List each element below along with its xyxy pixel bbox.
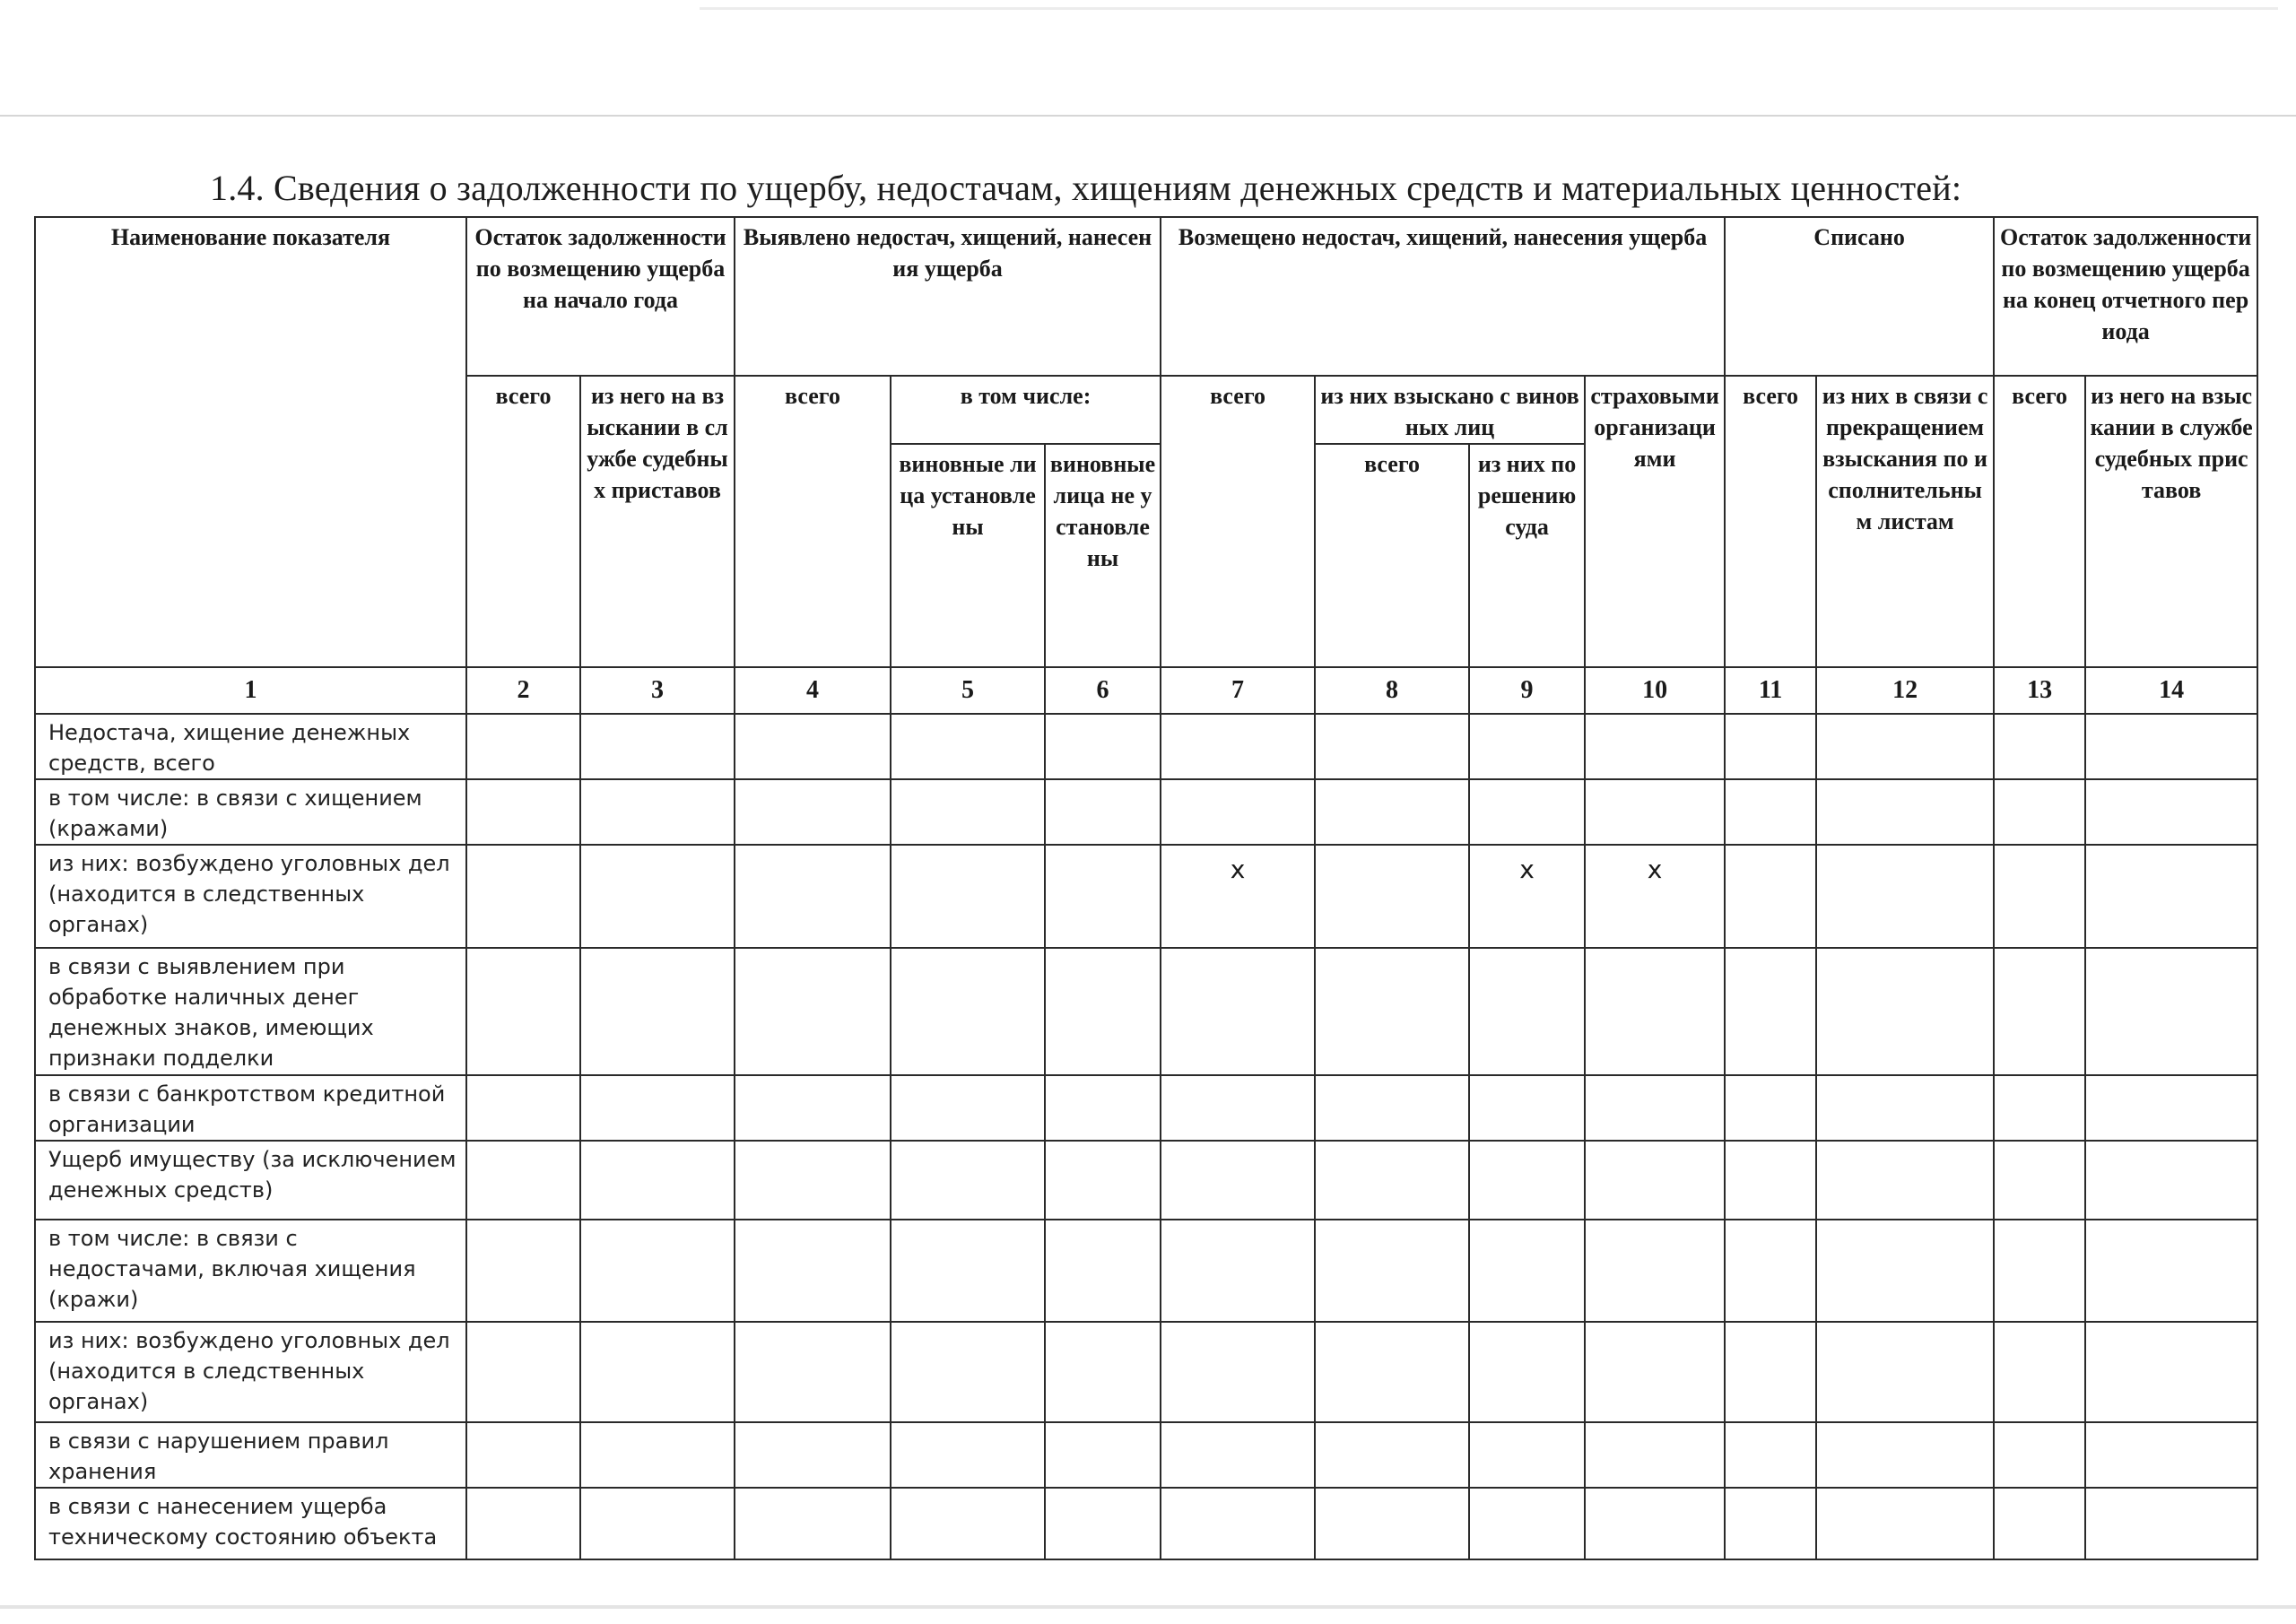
table-row [35,845,2257,948]
table-cell [1816,779,1994,845]
table-cell [1585,1488,1725,1559]
column-number: 6 [1045,667,1161,714]
scan-edge-top-faint [700,7,2278,10]
table-cell [1469,1075,1585,1141]
row-label: в связи с банкротством кредитной организации [35,1075,466,1141]
table-cell [1045,1220,1161,1322]
table-cell [1585,1220,1725,1322]
table-cell [1315,714,1469,779]
header-indicator-name: Наименование показателя [35,217,466,667]
table-cell [1315,1141,1469,1220]
column-number: 12 [1816,667,1994,714]
table-cell [1045,1075,1161,1141]
table-cell [2085,1488,2257,1559]
table-cell [1045,714,1161,779]
table-cell [891,1422,1045,1488]
header-by-court: из них по решению суда [1469,444,1585,667]
header-balance-end: Остаток задолженности по возмещению ущерба на конец отчетного периода [1994,217,2257,376]
table-cell [1469,1488,1585,1559]
table-cell [1161,1322,1315,1422]
header-repaid-total: всего [1161,376,1315,667]
table-cell [1045,1422,1161,1488]
row-label: Ущерб имуществу (за исключением денежных средств) [35,1141,466,1220]
table-cell [1585,1322,1725,1422]
table-cell [735,948,891,1075]
table-cell [1585,948,1725,1075]
column-number: 5 [891,667,1045,714]
table-cell [1725,1075,1816,1141]
table-cell [466,845,580,948]
table-cell [1161,1075,1315,1141]
column-number: 9 [1469,667,1585,714]
table-cell [891,714,1045,779]
table-cell [466,1141,580,1220]
table-cell-x-mark: x [1161,845,1315,948]
table-cell [2085,779,2257,845]
table-cell [1816,1220,1994,1322]
table-cell [2085,1422,2257,1488]
table-cell [580,1220,735,1322]
table-cell [1994,1422,2085,1488]
header-balance-start: Остаток задолженности по возмещению ущерба на начало года [466,217,735,376]
column-number-row [35,667,2257,714]
table-cell [1161,1141,1315,1220]
table-cell [1469,714,1585,779]
table-cell [1045,948,1161,1075]
table-cell [891,1322,1045,1422]
header-guilty-unknown: виновные лица не установлены [1045,444,1161,667]
header-start-bailiffs: из него на взыскании в службе судебных приставов [580,376,735,667]
table-cell [1725,1422,1816,1488]
table-cell [1816,948,1994,1075]
table-cell [891,1488,1045,1559]
table-cell [1994,714,2085,779]
table-cell [1469,1322,1585,1422]
column-number: 2 [466,667,580,714]
column-number: 13 [1994,667,2085,714]
table-cell [1816,1141,1994,1220]
table-cell [735,1141,891,1220]
table-row [35,1220,2257,1322]
header-end-total: всего [1994,376,2085,667]
table-cell [1315,845,1469,948]
scan-edge-top [0,115,2296,117]
table-row [35,948,2257,1075]
table-cell [735,1075,891,1141]
table-cell [735,714,891,779]
column-number: 8 [1315,667,1469,714]
table-cell [891,948,1045,1075]
header-written-reason: из них в связи с прекращением взыскания по исполнительным листам [1816,376,1994,667]
table-cell [891,1141,1045,1220]
table-cell [1994,948,2085,1075]
table-cell [580,1488,735,1559]
table-cell [1816,1488,1994,1559]
table-cell [2085,1075,2257,1141]
table-cell [2085,1141,2257,1220]
table-cell [1994,1322,2085,1422]
table-cell-x-mark: x [1585,845,1725,948]
table-cell [466,1422,580,1488]
table-cell [1585,1141,1725,1220]
row-label: Недостача, хищение денежных средств, всего [35,714,466,779]
table-cell [891,1075,1045,1141]
header-repaid: Возмещено недостач, хищений, нанесения ущерба [1161,217,1725,376]
column-number: 14 [2085,667,2257,714]
table-cell [1725,948,1816,1075]
table-cell [891,845,1045,948]
header-found-total: всего [735,376,891,667]
table-cell [1994,779,2085,845]
table-cell [1816,714,1994,779]
header-guilty-known: виновные лица установлены [891,444,1045,667]
column-number: 3 [580,667,735,714]
table-cell [1315,1488,1469,1559]
table-row [35,1075,2257,1141]
table-cell [1994,1220,2085,1322]
table-cell [1725,779,1816,845]
table-cell [1994,1488,2085,1559]
table-cell [1816,1422,1994,1488]
table-cell [1994,845,2085,948]
table-cell [1585,714,1725,779]
table-cell [1045,845,1161,948]
table-cell [1725,1488,1816,1559]
table-cell [1725,845,1816,948]
column-number: 1 [35,667,466,714]
table-cell [1045,1488,1161,1559]
table-cell [580,1141,735,1220]
table-cell [580,1322,735,1422]
table-cell [1469,1422,1585,1488]
column-number: 10 [1585,667,1725,714]
table-cell [1045,1322,1161,1422]
table-cell [735,1488,891,1559]
table-cell [466,1075,580,1141]
row-label: в том числе: в связи с недостачами, включая хищения (кражи) [35,1220,466,1322]
table-cell [466,714,580,779]
table-cell [1315,948,1469,1075]
table-cell [891,779,1045,845]
table-cell [1725,1220,1816,1322]
table-cell [466,1220,580,1322]
header-recovered-guilty: из них взыскано с виновных лиц [1315,376,1585,444]
table-cell [1469,1220,1585,1322]
header-written-off: Списано [1725,217,1994,376]
header-identified: Выявлено недостач, хищений, нанесения ущерба [735,217,1161,376]
table-cell [1725,714,1816,779]
table-cell [466,1322,580,1422]
table-cell [1816,1075,1994,1141]
header-end-bailiffs: из него на взыскании в службе судебных приставов [2085,376,2257,667]
table-row [35,1141,2257,1220]
column-number: 7 [1161,667,1315,714]
table-row [35,714,2257,779]
header-written-total: всего [1725,376,1816,667]
table-cell [891,1220,1045,1322]
header-start-total: всего [466,376,580,667]
header-recovered-total: всего [1315,444,1469,667]
table-row [35,779,2257,845]
table-cell [1585,779,1725,845]
table-cell [580,779,735,845]
table-row [35,1488,2257,1559]
table-cell [1315,1075,1469,1141]
table-cell [1816,1322,1994,1422]
table-row [35,1322,2257,1422]
table-cell [1161,779,1315,845]
header-insurers: страховыми организациями [1585,376,1725,667]
header-found-including: в том числе: [891,376,1161,444]
table-cell [1161,1220,1315,1322]
table-cell [1469,1141,1585,1220]
table-cell [466,779,580,845]
table-cell [1315,779,1469,845]
table-cell [1469,948,1585,1075]
table-cell [735,1322,891,1422]
column-number: 11 [1725,667,1816,714]
table-cell [466,948,580,1075]
row-label: в том числе: в связи с хищением (кражами) [35,779,466,845]
table-cell [1585,1422,1725,1488]
table-cell [2085,948,2257,1075]
row-label: в связи с выявлением при обработке наличных денег денежных знаков, имеющих признаки подделки [35,948,466,1075]
table-cell [2085,845,2257,948]
table-cell [1315,1422,1469,1488]
table-cell [580,948,735,1075]
table-cell [1045,1141,1161,1220]
table-cell [735,1422,891,1488]
table-cell [1161,1488,1315,1559]
table-cell [1725,1322,1816,1422]
table-cell [1161,714,1315,779]
scan-edge-bottom [0,1605,2296,1609]
table-cell [466,1488,580,1559]
debt-report-table [34,216,2258,1560]
table-cell [735,779,891,845]
table-cell [1994,1075,2085,1141]
table-cell [735,845,891,948]
table-cell [580,845,735,948]
table-cell [2085,1322,2257,1422]
table-cell [1469,779,1585,845]
table-cell [2085,1220,2257,1322]
table-cell [1161,1422,1315,1488]
table-cell [580,1422,735,1488]
table-row [35,1422,2257,1488]
table-cell [1315,1220,1469,1322]
table-cell [580,714,735,779]
table-cell [1585,1075,1725,1141]
table-cell [1994,1141,2085,1220]
document-title: 1.4. Сведения о задолженности по ущербу, недостачам, хищениям денежных средств и материальных ценностей: [210,168,1962,208]
table-cell [1045,779,1161,845]
table-cell [2085,714,2257,779]
row-label: из них: возбуждено уголовных дел (находится в следственных органах) [35,1322,466,1422]
column-number: 4 [735,667,891,714]
table-cell [735,1220,891,1322]
table-cell [1161,948,1315,1075]
table-cell-x-mark: x [1469,845,1585,948]
row-label: в связи с нарушением правил хранения [35,1422,466,1488]
table-cell [580,1075,735,1141]
table-cell [1725,1141,1816,1220]
row-label: из них: возбуждено уголовных дел (находится в следственных органах) [35,845,466,948]
row-label: в связи с нанесением ущерба техническому состоянию объекта [35,1488,466,1559]
table-cell [1816,845,1994,948]
table-cell [1315,1322,1469,1422]
